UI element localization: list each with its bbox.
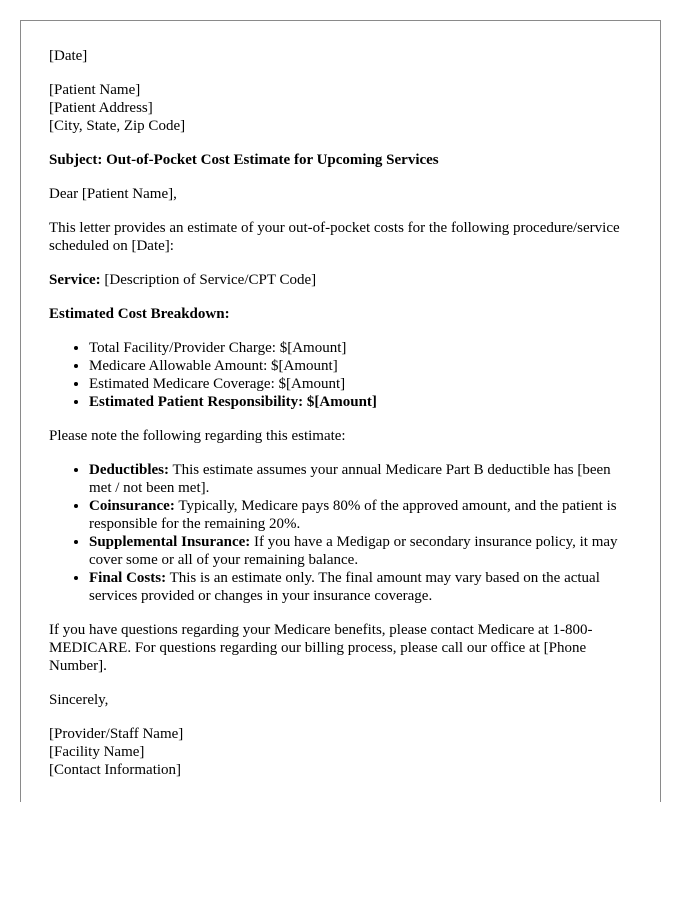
letter-body	[49, 47, 635, 795]
letter-subject: Subject: Out-of-Pocket Cost Estimate for Upcoming Services	[49, 152, 439, 168]
note-text: If you have a Medigap or secondary insurance policy, it may cover some or all of your remaining balance.	[89, 534, 618, 568]
patient-address-block	[49, 81, 635, 135]
signature-name: [Provider/Staff Name]	[49, 726, 184, 742]
notes-intro: Please note the following regarding this estimate:	[49, 428, 346, 444]
signature-facility: [Facility Name]	[49, 744, 145, 760]
note-text: This is an estimate only. The final amount may vary based on the actual services provided or changes in your insurance coverage.	[89, 570, 600, 604]
closing: Sincerely,	[49, 692, 109, 708]
salutation: Dear [Patient Name],	[49, 186, 177, 202]
cost-breakdown-list	[49, 339, 635, 411]
service-label: Service:	[49, 272, 101, 288]
note-label: Coinsurance:	[89, 498, 175, 514]
note-label: Deductibles:	[89, 462, 169, 478]
note-text: Typically, Medicare pays 80% of the approved amount, and the patient is responsible for the remaining 20%.	[89, 498, 617, 532]
patient-address: [Patient Address]	[49, 100, 153, 116]
patient-name: [Patient Name]	[49, 82, 141, 98]
note-coinsurance	[89, 497, 635, 533]
note-label: Final Costs:	[89, 570, 167, 586]
breakdown-heading: Estimated Cost Breakdown:	[49, 306, 230, 322]
service-line	[49, 271, 635, 289]
note-supplemental-insurance	[89, 533, 635, 569]
letter-date: [Date]	[49, 48, 88, 64]
note-deductibles	[89, 461, 635, 497]
estimate-notes-list	[49, 461, 635, 605]
service-value: [Description of Service/CPT Code]	[100, 272, 317, 288]
breakdown-item-allowable-amount: • Medicare Allowable Amount: $[Amount]	[89, 357, 635, 375]
contact-paragraph: If you have questions regarding your Medicare benefits, please contact Medicare at 1-800-MEDICARE. For questions regarding our billing process, please call our office at [Phone Number].	[49, 622, 593, 674]
patient-city-state-zip: [City, State, Zip Code]	[49, 118, 186, 134]
signature-contact: [Contact Information]	[49, 762, 182, 778]
note-final-costs	[89, 569, 635, 605]
intro-paragraph: This letter provides an estimate of your out-of-pocket costs for the following procedure/service scheduled on [Date]:	[49, 220, 620, 254]
signature-block	[49, 725, 635, 779]
note-text: This estimate assumes your annual Medicare Part B deductible has [been met / not been met].	[89, 462, 611, 496]
note-label: Supplemental Insurance:	[89, 534, 251, 550]
breakdown-item-medicare-coverage: • Estimated Medicare Coverage: $[Amount]	[89, 375, 635, 393]
breakdown-item-patient-responsibility: • Estimated Patient Responsibility: $[Amount]	[89, 393, 635, 411]
breakdown-item-total-charge: • Total Facility/Provider Charge: $[Amount]	[89, 339, 635, 357]
letter-page	[20, 20, 661, 802]
